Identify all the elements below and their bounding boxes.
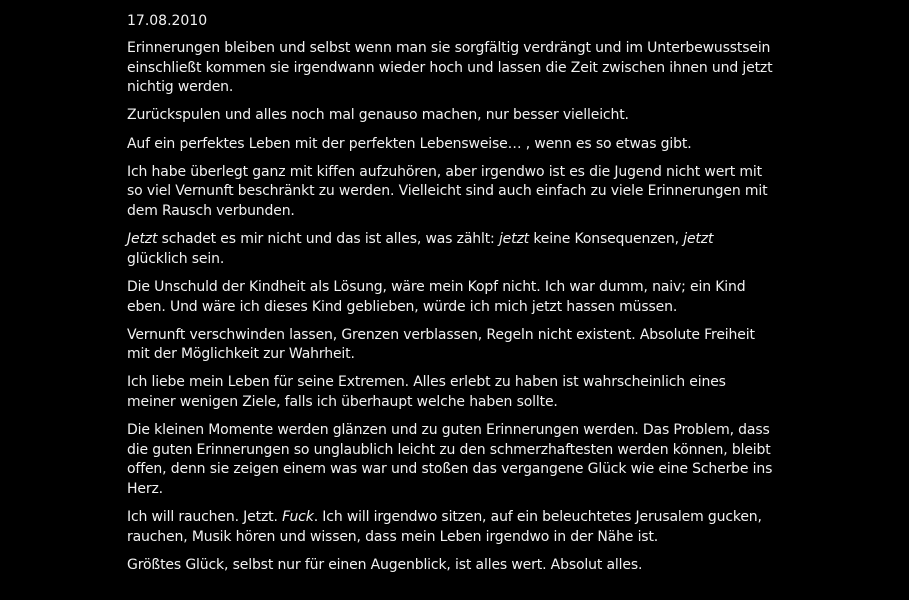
entry-paragraph [127,135,777,155]
entry-paragraph [127,163,777,222]
paragraph-text: Auf ein perfektes Leben mit der perfekten Lebensweise… , wenn es so etwas gibt. [127,135,692,152]
entry-date: 17.08.2010 [127,13,208,29]
entry-paragraph [127,106,777,126]
paragraph-text: Vernunft verschwinden lassen, Grenzen verblassen, Regeln nicht existent. Absolute Freiheit mit der Möglichkeit zur Wahrheit. [127,326,755,363]
paragraph-text: glücklich sein. [127,250,225,267]
paragraph-text: Die kleinen Momente werden glänzen und zu guten Erinnerungen werden. Das Problem, dass die guten Erinnerungen so unglaublich leicht zu den schmerzhaftesten werden können, bleibt offen, denn sie zeigen einem was war und stoßen das vergangene Glück wie eine Scherbe ins Herz. [127,422,773,498]
entry-paragraph [127,556,777,576]
entry-body [127,39,777,576]
entry-paragraph [127,421,777,499]
paragraph-text: keine Konsequenzen, [529,231,684,248]
entry-paragraph [127,39,777,98]
entry-paragraph [127,508,777,547]
journal-entry [127,11,777,584]
entry-paragraph [127,326,777,365]
paragraph-text: Zurückspulen und alles noch mal genauso machen, nur besser vielleicht. [127,107,629,124]
paragraph-text: Erinnerungen bleiben und selbst wenn man sie sorgfältig verdrängt und im Unterbewusstsein einschließt kommen sie irgendwann wieder hoch und lassen die Zeit zwischen ihnen und jetzt nichtig werden. [127,40,773,96]
paragraph-text: Ich liebe mein Leben für seine Extremen. Alles erlebt zu haben ist wahrscheinlich eines meiner wenigen Ziele, falls ich überhaupt welche haben sollte. [127,374,726,411]
paragraph-text: Ich habe überlegt ganz mit kiffen aufzuhören, aber irgendwo ist es die Jugend nicht wert mit so viel Vernunft beschränkt zu werden. Vielleicht sind auch einfach zu viele Erinnerungen mit dem Rausch verbunden. [127,163,768,219]
paragraph-text: schadet es mir nicht und das ist alles, was zählt: [157,231,499,248]
entry-paragraph [127,278,777,317]
emphasized-text: jetzt [683,231,714,248]
emphasized-text: Fuck [282,509,314,526]
paragraph-text: Die Unschuld der Kindheit als Lösung, wäre mein Kopf nicht. Ich war dumm, naiv; ein Kind eben. Und wäre ich dieses Kind geblieben, würde ich mich jetzt hassen müssen. [127,278,746,315]
paragraph-text: Ich will rauchen. Jetzt. [127,509,283,526]
emphasized-text: jetzt [498,231,530,248]
entry-paragraph [127,230,777,269]
entry-paragraph [127,373,777,412]
paragraph-text: . Ich will irgendwo sitzen, auf ein beleuchtetes Jerusalem gucken, rauchen, Musik hören und wissen, dass mein Leben irgendwo in der Nähe ist. [127,509,762,545]
emphasized-text: Jetzt [127,231,158,248]
paragraph-text: Größtes Glück, selbst nur für einen Augenblick, ist alles wert. Absolut alles. [127,557,643,573]
